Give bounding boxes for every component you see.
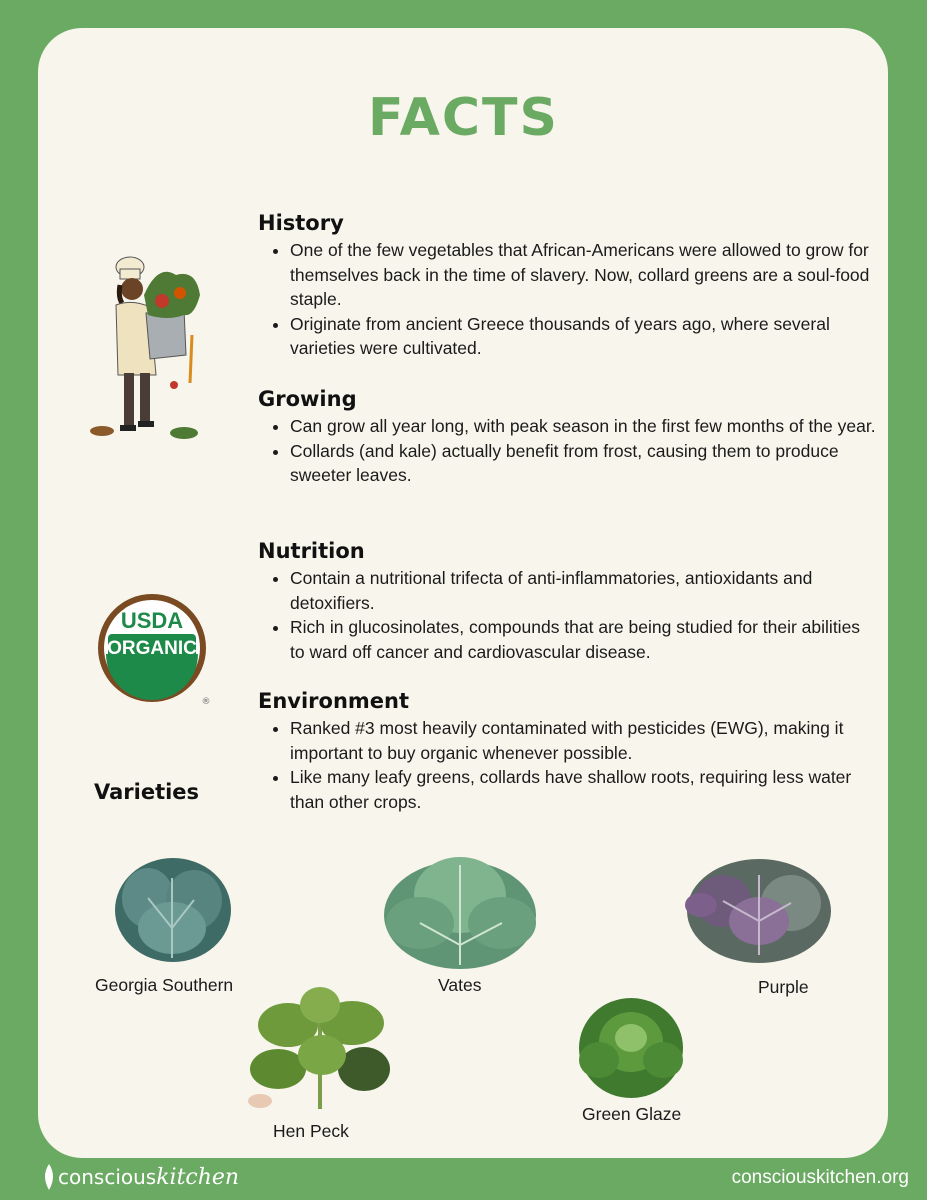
bullet-item: • Contain a nutritional trifecta of anti-inflammatories, antioxidants and detoxifiers. bbox=[290, 566, 878, 615]
usda-logo-line2: ORGANIC bbox=[107, 638, 197, 659]
usda-logo-line1: USDA bbox=[120, 608, 184, 633]
leaf-icon bbox=[40, 1162, 58, 1192]
bullet-item: • Can grow all year long, with peak season in the first few months of the year. bbox=[290, 414, 878, 439]
bullet-item: • Originate from ancient Greece thousands of years ago, where several varieties were cultivated. bbox=[290, 312, 878, 361]
growing-section bbox=[258, 386, 878, 488]
bullet-item: • Rich in glucosinolates, compounds that are being studied for their abilities to ward off cancer and cardiovascular disease. bbox=[290, 615, 878, 664]
variety-label: Vates bbox=[438, 975, 482, 995]
variety-label: Hen Peck bbox=[273, 1121, 349, 1141]
footer-url[interactable]: consciouskitchen.org bbox=[731, 1167, 909, 1188]
purple-image bbox=[683, 855, 835, 967]
variety-label: Green Glaze bbox=[582, 1104, 682, 1124]
variety-label: Georgia Southern bbox=[95, 975, 234, 995]
georgia-southern-image bbox=[108, 848, 238, 968]
varieties-heading: Varieties bbox=[94, 780, 200, 804]
hen-peck-image bbox=[248, 985, 393, 1113]
bullet-item: • Ranked #3 most heavily contaminated with pesticides (EWG), making it important to buy organic whenever possible. bbox=[290, 716, 878, 765]
vates-image bbox=[380, 845, 540, 973]
footer-brand-logo bbox=[40, 1160, 239, 1194]
section-heading: History bbox=[258, 211, 344, 235]
section-heading: Nutrition bbox=[258, 539, 365, 563]
chef-illustration bbox=[88, 255, 208, 445]
bullet-item: • Collards (and kale) actually benefit from frost, causing them to produce sweeter leaves. bbox=[290, 439, 878, 488]
nutrition-section bbox=[258, 538, 878, 664]
bullet-item: • Like many leafy greens, collards have shallow roots, requiring less water than other crops. bbox=[290, 765, 878, 814]
environment-section bbox=[258, 688, 878, 814]
green-glaze-image bbox=[575, 990, 687, 1102]
section-heading: Growing bbox=[258, 387, 357, 411]
page-title: FACTS bbox=[368, 88, 559, 148]
usda-organic-logo bbox=[94, 590, 214, 710]
brand-conscious: conscious bbox=[58, 1165, 157, 1189]
section-heading: Environment bbox=[258, 689, 410, 713]
brand-kitchen: kitchen bbox=[156, 1164, 240, 1190]
bullet-item: • One of the few vegetables that African-Americans were allowed to grow for themselves back in the time of slavery. Now, collard greens are a soul-food staple. bbox=[290, 238, 878, 312]
variety-label: Purple bbox=[758, 977, 809, 997]
registered-mark: ® bbox=[201, 697, 211, 707]
history-section bbox=[258, 210, 878, 361]
